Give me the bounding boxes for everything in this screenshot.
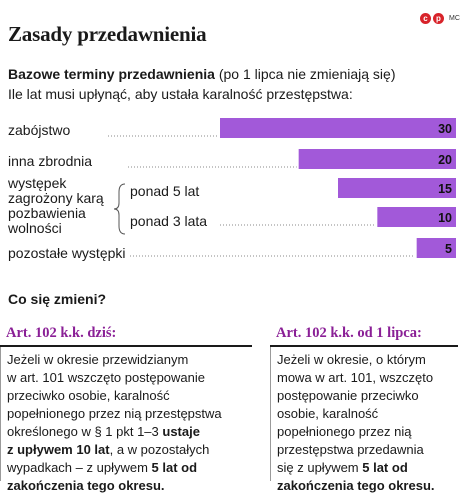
bar — [299, 149, 456, 169]
label-wystepek-2: zagrożony karą — [8, 190, 104, 206]
chart-subtitle: Bazowe terminy przedawnienia (po 1 lipca nie zmieniają się) — [8, 66, 396, 82]
label-wystepek-3: pozbawienia — [8, 205, 86, 221]
label-ponad-3: ponad 3 lata — [130, 213, 208, 229]
bar-value-label: 20 — [438, 153, 452, 167]
label-ponad-5: ponad 5 lat — [130, 183, 200, 199]
panel-heading: Art. 102 k.k. dziś: — [6, 325, 117, 341]
label-wystepek-1: występek — [8, 175, 67, 191]
c-logo-icon: c — [420, 13, 431, 24]
chart-description: Ile lat musi upłynąć, aby ustała karalność przestępstwa: — [8, 86, 353, 102]
bar-value-label: 30 — [438, 122, 452, 136]
panel-current-law — [0, 325, 252, 493]
label-inna-zbrodnia: inna zbrodnia — [8, 153, 93, 169]
label-wystepek-4: wolności — [8, 220, 62, 236]
bar-value-label: 10 — [438, 211, 452, 225]
section-question: Co się zmieni? — [8, 291, 107, 307]
label-zabojstwo: zabójstwo — [8, 122, 71, 138]
author-initials: MC — [449, 15, 460, 22]
panel-text: Jeżeli w okresie przewidzianym w art. 101 wszczęto postępowanie przeciwko osobie, karalność popełnionego przez nią przestępstwa określonego w § 1 pkt 1–3 ustaje z upływem 10 lat, a w pozostałych wypadkach – z upływem 5 lat od zakończenia tego okresu. — [0, 347, 252, 481]
category-brace — [114, 184, 125, 234]
bar-value-label: 15 — [438, 182, 452, 196]
panel-heading: Art. 102 k.k. od 1 lipca: — [276, 325, 422, 341]
panel-text: Jeżeli w okresie, o którym mowa w art. 101, wszczęto postępowanie przeciwko osobie, karalność popełnionego przez nią przestępstwa przedawnia się z upływem 5 lat od zakończenia tego okresu. — [270, 347, 458, 481]
label-pozostale: pozostałe występki — [8, 245, 126, 261]
page-title: Zasady przedawnienia — [8, 22, 207, 46]
bar — [220, 118, 456, 138]
bar-value-label: 5 — [445, 242, 452, 256]
p-logo-icon: p — [433, 13, 444, 24]
bar-chart — [0, 108, 458, 268]
publisher-logo — [420, 13, 460, 24]
panel-new-law — [270, 325, 458, 493]
